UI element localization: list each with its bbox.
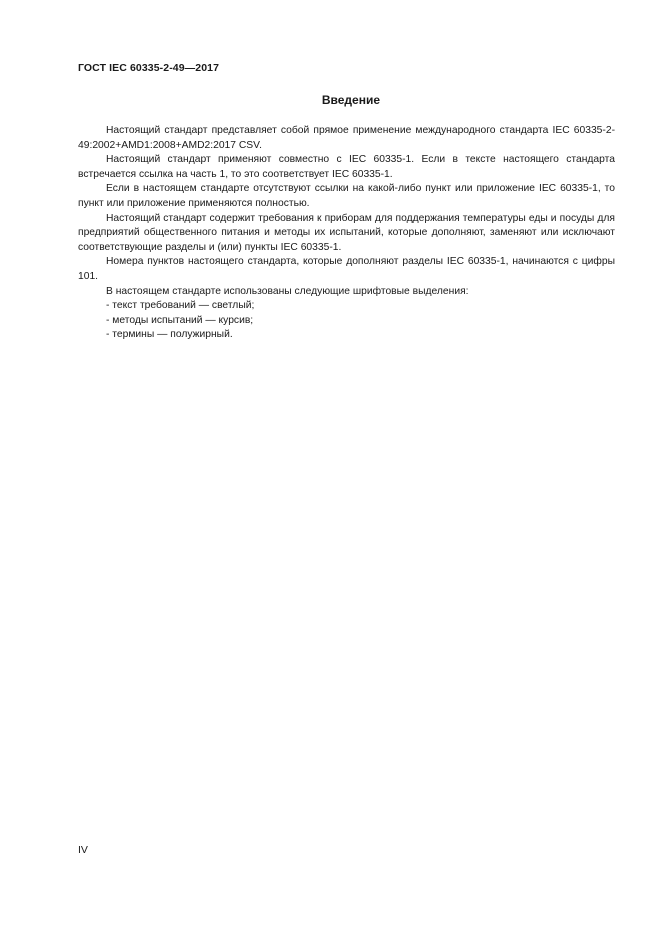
standard-code-header: ГОСТ IEC 60335-2-49—2017 [78, 62, 220, 74]
document-body [78, 124, 615, 343]
paragraph: Если в настоящем стандарте отсутствуют ссылки на какой-либо пункт или приложение IEC 60335-1, то пункт или приложение применяются полностью. [78, 183, 615, 209]
list-item: - текст требований — светлый; [106, 300, 255, 312]
paragraph: Настоящий стандарт применяют совместно с IEC 60335-1. Если в тексте настоящего стандарта встречается ссылка на часть 1, то это соответствует IEC 60335-1. [78, 154, 615, 180]
paragraph: Настоящий стандарт содержит требования к приборам для поддержания температуры еды и посуды для предприятий общественного питания и методы их испытаний, которые дополняют, заменяют или исключают соответствующие разделы и (или) пункты IEC 60335-1. [78, 212, 615, 253]
list-item: - термины — полужирный. [106, 329, 233, 341]
section-title-text: Введение [321, 93, 380, 107]
page-number: IV [78, 844, 88, 856]
section-title [78, 93, 614, 107]
paragraph: В настоящем стандарте использованы следующие шрифтовые выделения: [106, 285, 469, 297]
paragraph: Настоящий стандарт представляет собой прямое применение международного стандарта IEC 60335-2-49:2002+AMD1:2008+AMD2:2017 CSV. [78, 125, 615, 151]
list-item: - методы испытаний — курсив; [106, 314, 254, 326]
paragraph: Номера пунктов настоящего стандарта, которые дополняют разделы IEC 60335-1, начинаются с цифры 101. [78, 256, 615, 282]
